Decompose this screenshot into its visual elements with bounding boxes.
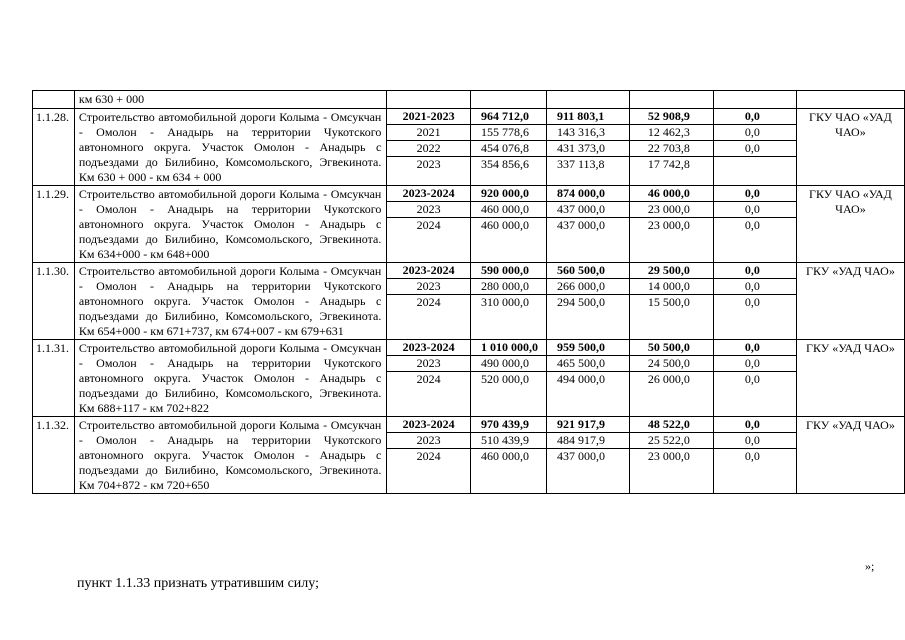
row-organization: ГКУ «УАД ЧАО» (796, 417, 904, 494)
federal-value: 431 373,0 (547, 141, 629, 157)
row-description: Строительство автомобильной дороги Колыма - Омсукчан - Омолон - Анадырь на территории Чукотского автономного округа. Участок Омолон - Анадырь с подъездами до Билибино, Комсомольского, Эгвекинота. Км 704+872 - км 720+650 (74, 417, 386, 494)
other-value: 0,0 (744, 218, 760, 232)
other-value: 0,0 (714, 263, 796, 279)
regional-value: 23 000,0 (647, 449, 690, 463)
cell-other-value (713, 109, 796, 186)
total-value: 310 000,0 (480, 295, 529, 309)
regional-value: 24 500,0 (630, 356, 713, 372)
cell-regional-value (629, 417, 713, 494)
federal-value: 437 000,0 (556, 449, 605, 463)
year-line: 2023-2024 (387, 263, 470, 279)
total-value: 454 076,8 (471, 141, 546, 157)
cell-other-value (713, 186, 796, 263)
cell-total-value (470, 263, 546, 340)
other-value: 0,0 (714, 141, 796, 157)
cell-regional-value (629, 340, 713, 417)
row-organization: ГКУ ЧАО «УАД ЧАО» (796, 186, 904, 263)
regional-value: 25 522,0 (630, 433, 713, 449)
regional-value: 52 908,9 (630, 109, 713, 125)
cell-federal-value (546, 417, 629, 494)
row-organization: ГКУ ЧАО «УАД ЧАО» (796, 109, 904, 186)
cell-year-line (387, 417, 471, 494)
total-value: 964 712,0 (471, 109, 546, 125)
cell-year-line (387, 109, 471, 186)
regional-value: 29 500,0 (630, 263, 713, 279)
cell-other-value (713, 340, 796, 417)
row-number: 1.1.30. (33, 263, 75, 340)
cell-year-line (387, 340, 471, 417)
other-value: 0,0 (714, 202, 796, 218)
total-value: 510 439,9 (471, 433, 546, 449)
regional-value: 23 000,0 (647, 218, 690, 232)
other-value: 0,0 (714, 279, 796, 295)
table-row (33, 417, 905, 494)
regional-value: 15 500,0 (647, 295, 690, 309)
year-line: 2023-2024 (387, 417, 470, 433)
cell-federal-value (546, 340, 629, 417)
total-value: 155 778,6 (471, 125, 546, 141)
federal-value: 959 500,0 (547, 340, 629, 356)
federal-value: 266 000,0 (547, 279, 629, 295)
regional-value: 26 000,0 (647, 372, 690, 386)
federal-value: 294 500,0 (556, 295, 605, 309)
cell-total (470, 91, 546, 109)
total-value: 920 000,0 (471, 186, 546, 202)
cell-organization (796, 91, 904, 109)
cell-regional-value (629, 186, 713, 263)
cell-description: км 630 + 000 (74, 91, 386, 109)
year-line: 2024 (416, 449, 441, 463)
year-line: 2024 (416, 218, 441, 232)
row-number: 1.1.32. (33, 417, 75, 494)
total-value: 460 000,0 (480, 218, 529, 232)
federal-value: 337 113,8 (556, 157, 605, 171)
year-line: 2023 (387, 433, 470, 449)
regional-value: 23 000,0 (630, 202, 713, 218)
row-number: 1.1.29. (33, 186, 75, 263)
row-description: Строительство автомобильной дороги Колыма - Омсукчан - Омолон - Анадырь на территории Чукотского автономного округа. Участок Омолон - Анадырь с подъездами до Билибино, Комсомольского, Эгвекинота. Км 630 + 000 - км 634 + 000 (74, 109, 386, 186)
row-description: Строительство автомобильной дороги Колыма - Омсукчан - Омолон - Анадырь на территории Чукотского автономного округа. Участок Омолон - Анадырь с подъездами до Билибино, Комсомольского, Эгвекинота. Км 688+117 - км 702+822 (74, 340, 386, 417)
row-organization: ГКУ «УАД ЧАО» (796, 263, 904, 340)
table-row (33, 186, 905, 263)
total-value: 354 856,6 (480, 157, 529, 171)
regional-value: 50 500,0 (630, 340, 713, 356)
row-number: 1.1.31. (33, 340, 75, 417)
row-description: Строительство автомобильной дороги Колыма - Омсукчан - Омолон - Анадырь на территории Чукотского автономного округа. Участок Омолон - Анадырь с подъездами до Билибино, Комсомольского, Эгвекинота. Км 654+000 - км 671+737, км 674+007 - км 679+631 (74, 263, 386, 340)
cell-regional-value (629, 109, 713, 186)
other-value: 0,0 (714, 125, 796, 141)
year-line: 2023 (387, 202, 470, 218)
other-value: 0,0 (744, 295, 760, 309)
year-line: 2023 (416, 157, 441, 171)
table-row (33, 263, 905, 340)
year-line: 2023-2024 (387, 340, 470, 356)
federal-value: 874 000,0 (547, 186, 629, 202)
row-description: Строительство автомобильной дороги Колыма - Омсукчан - Омолон - Анадырь на территории Чукотского автономного округа. Участок Омолон - Анадырь с подъездами до Билибино, Комсомольского, Эгвекинота. Км 634+000 - км 648+000 (74, 186, 386, 263)
total-value: 460 000,0 (471, 202, 546, 218)
federal-value: 560 500,0 (547, 263, 629, 279)
year-line: 2024 (416, 295, 441, 309)
program-table (32, 90, 905, 494)
cell-other (713, 91, 796, 109)
cell-total-value (470, 109, 546, 186)
cell-year-line (387, 263, 471, 340)
regional-value: 12 462,3 (630, 125, 713, 141)
other-value (714, 157, 796, 172)
regional-value: 46 000,0 (630, 186, 713, 202)
federal-value: 921 917,9 (547, 417, 629, 433)
regional-value: 22 703,8 (630, 141, 713, 157)
year-line: 2022 (387, 141, 470, 157)
regional-value: 17 742,8 (647, 157, 690, 171)
row-number: 1.1.28. (33, 109, 75, 186)
total-value: 520 000,0 (480, 372, 529, 386)
table-row-continuation (33, 91, 905, 109)
row-organization: ГКУ «УАД ЧАО» (796, 340, 904, 417)
other-value: 0,0 (744, 372, 760, 386)
other-value: 0,0 (714, 433, 796, 449)
federal-value: 911 803,1 (547, 109, 629, 125)
other-value: 0,0 (744, 449, 760, 463)
year-line: 2023 (387, 279, 470, 295)
cell-regional (629, 91, 713, 109)
cell-other-value (713, 417, 796, 494)
federal-value: 437 000,0 (556, 218, 605, 232)
year-line: 2021 (387, 125, 470, 141)
table-row (33, 109, 905, 186)
cell-total-value (470, 186, 546, 263)
total-value: 460 000,0 (480, 449, 529, 463)
cell-total-value (470, 417, 546, 494)
year-line: 2023 (387, 356, 470, 372)
other-value: 0,0 (714, 186, 796, 202)
cell-other-value (713, 263, 796, 340)
cell-federal-value (546, 109, 629, 186)
closing-quote: »; (865, 559, 875, 573)
federal-value: 484 917,9 (547, 433, 629, 449)
footer-text: пункт 1.1.33 признать утратившим силу; (77, 576, 319, 591)
other-value: 0,0 (714, 417, 796, 433)
regional-value: 48 522,0 (630, 417, 713, 433)
federal-value: 143 316,3 (547, 125, 629, 141)
total-value: 590 000,0 (471, 263, 546, 279)
table-row (33, 340, 905, 417)
cell-year-line (387, 186, 471, 263)
federal-value: 437 000,0 (547, 202, 629, 218)
federal-value: 494 000,0 (556, 372, 605, 386)
federal-value: 465 500,0 (547, 356, 629, 372)
other-value: 0,0 (714, 109, 796, 125)
total-value: 280 000,0 (471, 279, 546, 295)
other-value: 0,0 (714, 340, 796, 356)
regional-value: 14 000,0 (630, 279, 713, 295)
cell-federal-value (546, 186, 629, 263)
cell-total-value (470, 340, 546, 417)
cell-federal-value (546, 263, 629, 340)
year-line: 2021-2023 (387, 109, 470, 125)
cell-num (33, 91, 75, 109)
cell-years (387, 91, 471, 109)
other-value: 0,0 (714, 356, 796, 372)
cell-regional-value (629, 263, 713, 340)
total-value: 970 439,9 (471, 417, 546, 433)
total-value: 1 010 000,0 (471, 340, 546, 356)
cell-federal (546, 91, 629, 109)
year-line: 2024 (416, 372, 441, 386)
year-line: 2023-2024 (387, 186, 470, 202)
total-value: 490 000,0 (471, 356, 546, 372)
